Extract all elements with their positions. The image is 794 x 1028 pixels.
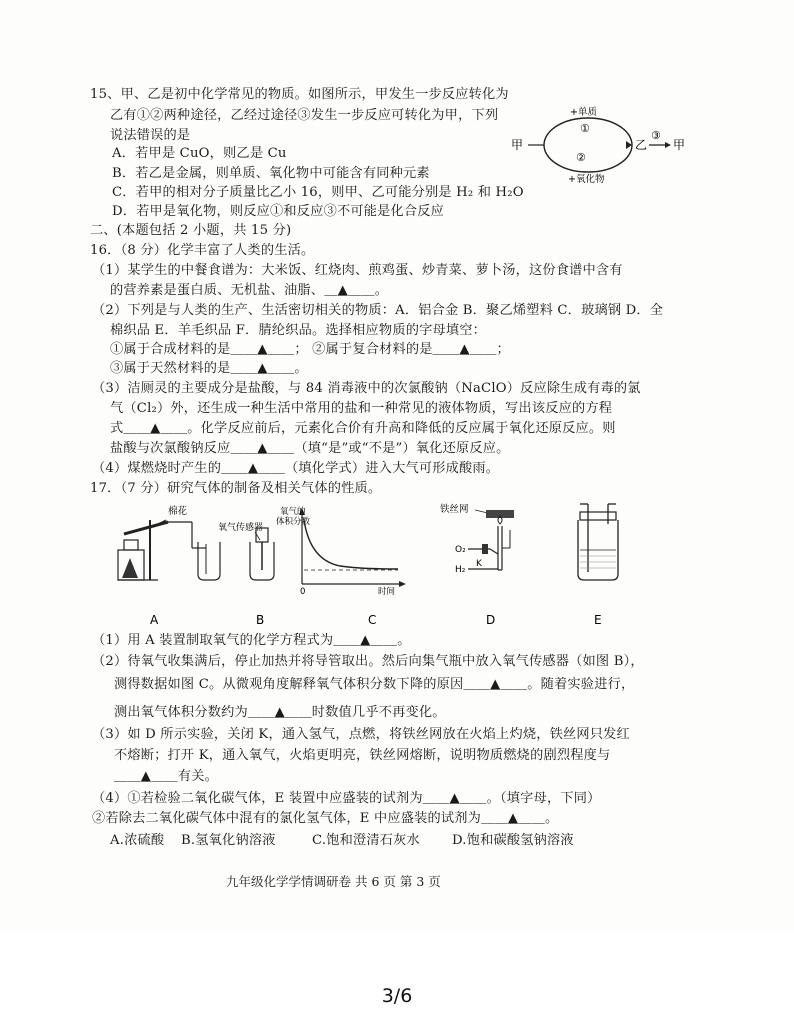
label-k: K (476, 559, 482, 569)
q15-route2: ② (576, 151, 586, 164)
q15-option-b: B．若乙是金属，则单质、氧化物中可能含有同种元素 (112, 166, 430, 181)
q17-part2-line2: 测得数据如图 C。从微观角度解释氧气体积分数下降的原因＿＿▲＿＿。随着实验进行， (114, 677, 635, 692)
q16-part2-line3: ①属于合成材料的是＿＿▲＿＿； ②属于复合材料的是＿＿▲＿＿； (110, 342, 510, 357)
q16-part3-line2: 气（Cl₂）外，还生成一种生活中常用的盐和一种常见的液体物质，写出该反应的方程 (110, 401, 613, 416)
q17-apparatus-figure (110, 500, 630, 630)
q17-part2-line1: （2）待氧气收集满后，停止加热并将导管取出。然后向集气瓶中放入氧气传感器（如图 B）， (92, 654, 644, 669)
q15-option-d: D．若甲是氧化物，则反应①和反应③不可能是化合反应 (112, 204, 445, 219)
q15-option-c: C．若甲的相对分子质量比乙小 16，则甲、乙可能分别是 H₂ 和 H₂O (112, 185, 524, 200)
q15-top-label: +单质 (570, 107, 597, 118)
q15-bottom-label: +氧化物 (568, 174, 605, 185)
label-graph-ylabel1: 氧气的 (280, 507, 306, 517)
figure-label-a: A (150, 613, 159, 627)
q17-part2-line3: 测出氧气体积分数约为＿＿▲＿＿时数值几乎不再变化。 (114, 705, 446, 720)
label-graph-ylabel2: 体积分数 (276, 517, 311, 527)
q15-jia-left: 甲 (511, 138, 524, 152)
apparatus-a (118, 505, 220, 580)
apparatus-e (578, 504, 618, 580)
q17-option-d: D.饱和碳酸氢钠溶液 (452, 833, 574, 848)
q15-stem-line1: 15、甲、乙是初中化学常见的物质。如图所示，甲发生一步反应转化为 (90, 87, 509, 102)
q16-part3-line4: 盐酸与次氯酸钠反应＿＿▲＿＿（填“是”或“不是”）氧化还原反应。 (110, 441, 510, 456)
q16-part2-line1: （2）下列是与人类的生产、生活密切相关的物质：A．铝合金 B．聚乙烯塑料 C．玻璃钢 D．全 (92, 303, 664, 318)
apparatus-c-graph (276, 506, 406, 597)
q15-route3: ③ (651, 129, 661, 142)
section-2-heading: 二、(本题包括 2 小题，共 15 分) (90, 223, 292, 238)
q16-part2-line2: 棉织品 E．羊毛织品 F．腈纶织品。选择相应物质的字母填空： (110, 323, 487, 338)
apparatus-d (440, 503, 514, 575)
figure-label-c: C (368, 613, 377, 627)
q17-part4-line1: （4）①若检验二氧化碳气体，E 装置中应盛装的试剂为＿＿▲＿＿。（填字母，下同） (92, 791, 601, 806)
label-graph-xlabel: 时间 (378, 587, 396, 597)
q15-jia-right: 甲 (673, 138, 686, 152)
label-iron-mesh: 铁丝网 (440, 504, 469, 515)
q15-option-a: A．若甲是 CuO，则乙是 Cu (112, 146, 287, 161)
q15-stem-line2: 乙有①②两种途径，乙经过途径③发生一步反应可转化为甲，下列 (110, 108, 499, 123)
q17-part3-line1: （3）如 D 所示实验，关闭 K，通入氢气，点燃，将铁丝网放在火焰上灼烧，铁丝网只发红 (92, 727, 630, 742)
q16-part2-line4: ③属于天然材料的是＿＿▲＿＿。 (110, 361, 308, 376)
figure-label-d: D (486, 613, 496, 627)
q15-yi: 乙 (635, 138, 648, 152)
q17-option-a: A.浓硫酸 (110, 833, 165, 848)
label-cotton: 棉花 (168, 506, 188, 517)
q17-option-c: C.饱和澄清石灰水 (312, 833, 420, 848)
q16-part4: （4）煤燃烧时产生的＿＿▲＿＿（填化学式）进入大气可形成酸雨。 (92, 461, 500, 476)
q16-part1-line2: 的营养素是蛋白质、无机盐、油脂、＿▲＿＿。 (110, 283, 389, 298)
figure-label-b: B (256, 613, 265, 627)
q16-part1-line1: （1）某学生的中餐食谱为：大米饭、红烧肉、煎鸡蛋、炒青菜、萝卜汤，这份食谱中含有 (92, 263, 623, 278)
page-indicator: 3/6 (381, 985, 413, 1007)
q15-route1: ① (580, 122, 590, 135)
page-footer: 九年级化学学情调研卷 共 6 页 第 3 页 (226, 874, 441, 889)
q17-part3-line2: 不熔断；打开 K，通入氧气，火焰更明亮，铁丝网熔断，说明物质燃烧的剧烈程度与 (114, 748, 611, 763)
q16-part3-line3: 式＿＿▲＿＿。化学反应前后，元素化合价有升高和降低的反应属于氧化还原反应。则 (110, 421, 616, 436)
label-h2: H₂ (455, 565, 466, 575)
q17-stem: 17．（7 分）研究气体的制备及相关气体的性质。 (90, 481, 382, 496)
label-o2: O₂ (455, 545, 466, 555)
q17-part3-line3: ＿＿▲＿＿有关。 (114, 769, 219, 784)
q16-part3-line1: （3）洁厕灵的主要成分是盐酸，与 84 消毒液中的次氯酸钠（NaClO）反应除生成有毒的氯 (92, 381, 641, 396)
q15-conversion-diagram (508, 104, 718, 186)
q16-stem: 16．（8 分）化学丰富了人类的生活。 (90, 243, 315, 258)
q17-option-b: B.氢氧化钠溶液 (181, 833, 276, 848)
label-graph-origin: 0 (300, 587, 306, 597)
label-oxygen-sensor: 氧气传感器 (218, 523, 264, 533)
apparatus-b (218, 521, 274, 580)
q17-part1: （1）用 A 装置制取氧气的化学方程式为＿＿▲＿＿。 (92, 633, 411, 648)
q17-part4-line2: ②若除去二氧化碳气体中混有的氯化氢气体，E 中应盛装的试剂为＿＿▲＿＿。 (92, 811, 559, 826)
q15-stem-line3: 说法错误的是 (110, 128, 191, 143)
figure-label-e: E (594, 613, 602, 627)
